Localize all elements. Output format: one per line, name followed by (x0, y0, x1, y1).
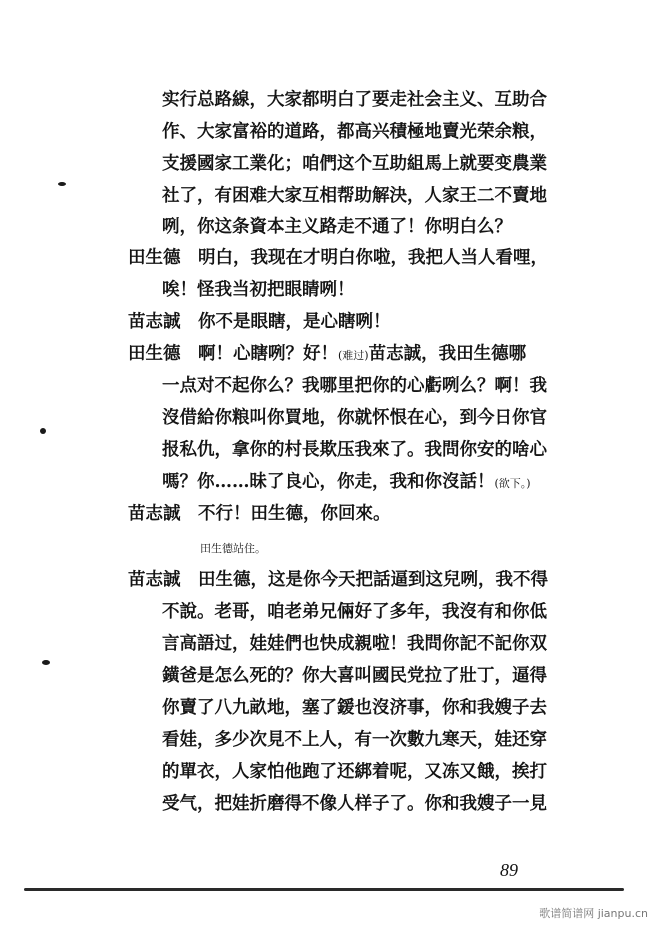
speaker-name: 苗志誠 (128, 570, 181, 590)
text-line: 咧，你这条資本主义路走不通了！你明白么？ (162, 217, 512, 237)
text-line (198, 346, 526, 364)
scan-speck (58, 182, 66, 186)
bottom-rule (24, 888, 624, 891)
text-line: 的單衣，人家怕他跑了还綁着呢，又冻又餓，挨打 (162, 762, 547, 782)
text-line: 不行！田生德，你回來。 (198, 504, 391, 524)
scan-speck (40, 428, 46, 434)
speaker-name: 田生德 (128, 344, 181, 364)
text-line: 唉！怪我当初把眼睛咧！ (162, 280, 355, 300)
text-line: 你不是眼瞎，是心瞎咧！ (198, 312, 391, 332)
text-line: 言高語过，娃娃們也快成親啦！我問你記不記你双 (162, 634, 547, 654)
text-line: 社了，有困难大家互相帮助解決，人家王二不賣地 (162, 186, 547, 206)
text-line: 明白，我现在才明白你啦，我把人当人看哩， (198, 248, 548, 268)
text-line: 不說。老哥，咱老弟兄倆好了多年，我沒有和你低 (162, 602, 547, 622)
text-line: 实行总路線，大家都明白了要走社会主义、互助合 (162, 90, 547, 110)
text-line: 一点对不起你么？我哪里把你的心虧咧么？啊！我 (162, 376, 547, 396)
stage-direction-inline: (欲下。) (494, 477, 531, 490)
watermark-text: 歌谱简谱网 jianpu.cn (539, 907, 648, 920)
text-line: 报私仇，拿你的村長欺压我來了。我問你安的啥心 (162, 440, 547, 460)
text-line (162, 474, 531, 492)
text-line: 受气，把娃折磨得不像人样子了。你和我嫂子一見 (162, 794, 547, 814)
text-line: 作、大家富裕的道路，都高兴積極地賣光荣余粮， (162, 122, 547, 142)
speaker-name: 田生德 (128, 248, 181, 268)
page-number: 89 (500, 860, 518, 880)
dialogue-text: 苗志誠，我田生德哪 (368, 344, 527, 364)
text-line: 你賣了八九畝地，塞了鍰也沒济事，你和我嫂子去 (162, 698, 547, 718)
text-line: 看娃，多少次見不上人，有一次數九寒天，娃还穿 (162, 730, 547, 750)
stage-direction: 田生德站住。 (200, 542, 266, 555)
dialogue-text: 嗎？你……昧了良心，你走，我和你沒話！ (162, 472, 495, 492)
scan-speck (42, 660, 50, 665)
text-line: 沒借給你粮叫你買地，你就怀恨在心，到今日你官 (162, 408, 547, 428)
speaker-name: 苗志誠 (128, 504, 181, 524)
text-line: 鐄爸是怎么死的？你大喜叫國民党拉了壯丁，逼得 (162, 666, 547, 686)
text-line: 田生德，这是你今天把話逼到这兒咧，我不得 (198, 570, 548, 590)
stage-direction-inline: (难过) (338, 349, 369, 362)
dialogue-text: 啊！心瞎咧？好！ (198, 344, 338, 364)
speaker-name: 苗志誠 (128, 312, 181, 332)
text-line: 支援國家工業化；咱們这个互助組馬上就要变農業 (162, 154, 547, 174)
